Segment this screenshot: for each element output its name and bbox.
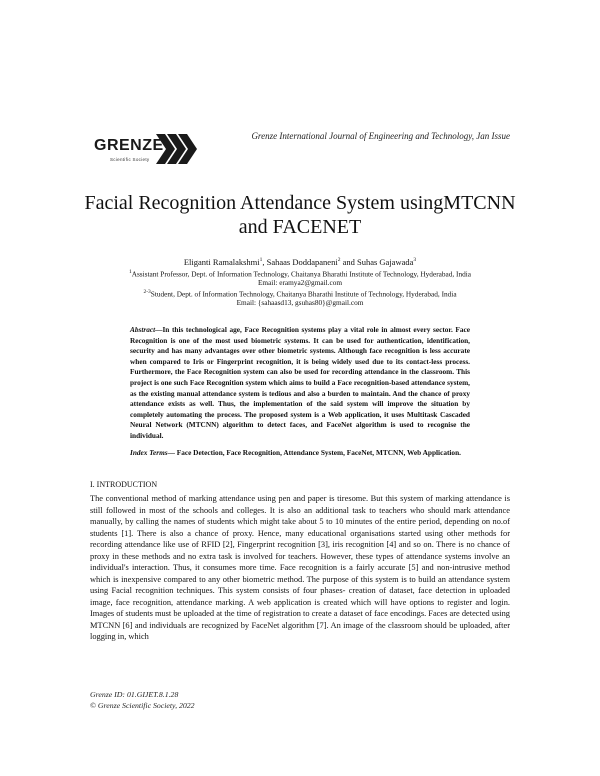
author-sup: 2 — [337, 257, 341, 264]
title-line-2: and FACENET — [238, 216, 362, 238]
abstract-label: Abstract — [130, 325, 156, 334]
affiliation-sup: 1 — [128, 269, 132, 275]
author-list — [60, 257, 540, 267]
journal-name: Grenze International Journal of Engineering and Technology, Jan Issue — [251, 131, 510, 141]
author-name: Suhas Gajawada — [356, 257, 414, 267]
index-terms-text: — Face Detection, Face Recognition, Attendance System, FaceNet, MTCNN, Web Application. — [167, 448, 461, 457]
author-sup: 3 — [413, 257, 417, 264]
grenze-logo — [94, 133, 204, 173]
affiliation-text: Assistant Professor, Dept. of Information Technology, Chaitanya Bharathi Institute of Technology, Hyderabad, India — [131, 269, 472, 279]
index-terms-label: Index Terms — [130, 448, 168, 457]
paper-title — [60, 191, 540, 239]
author-separator: , — [262, 257, 267, 267]
abstract — [130, 325, 470, 442]
author-sup: 1 — [259, 257, 263, 264]
title-line-1: Facial Recognition Attendance System usingMTCNN — [84, 192, 516, 214]
affiliation-email: Email: {sahaasd13, gsuhas80}@gmail.com — [236, 298, 364, 307]
affiliation-sup: 2-3 — [143, 289, 151, 295]
author-name: Sahaas Doddapaneni — [266, 257, 338, 267]
section-heading: I. INTRODUCTION — [90, 480, 158, 489]
author-name: Eliganti Ramalakshmi — [183, 257, 260, 267]
grenze-id: Grenze ID: 01.GIJET.8.1.28 — [90, 690, 179, 699]
affiliation-email: Email: eramya2@gmail.com — [257, 278, 343, 287]
author-separator: and — [340, 257, 357, 267]
index-terms — [130, 448, 470, 459]
abstract-text: —In this technological age, Face Recognition systems play a vital role in almost every sector. Face Recognition is one of the most used biometric systems. It can be used for authentication, identification, security and has many advantages over other biometric systems. Although face recognition is less accurate when compared to Iris or Fingerprint recognition, it is being widely used due to its contact-less process. Furthermore, the Face Recognition system can also be used for recording attendance in the classroom. This project is one such Face Recognition system which aims to build a Face recognition-based attendance system, as the existing manual attendance system is tedious and also a burden to maintain. And the chance of proxy attendance exists as well. Thus, the implementation of the said system will improve the situation by completely automating the process. The proposed system is a Web application, it uses Multitask Cascaded Neural Network (MTCNN) algorithm to detect faces, and FaceNet algorithm is used to recognise the individual. — [130, 325, 470, 440]
copyright: © Grenze Scientific Society, 2022 — [90, 700, 195, 710]
page-footer — [90, 690, 195, 711]
affiliation-text: Student, Dept. of Information Technology, Chaitanya Bharathi Institute of Technology, Hyderabad, India — [150, 289, 457, 299]
logo-subtext: Scientific Society — [110, 157, 150, 162]
logo-wordmark: GRENZE — [94, 137, 164, 154]
chevron-arrows-icon — [156, 134, 204, 164]
introduction-text: The conventional method of marking attendance using pen and paper is tiresome. But this system of marking attendance is still followed in most of the schools and colleges. It is also an additional task to teachers who should mark attendance manually, by calling the names of students which might take about 5 to 10 minutes of the entire period, depending on no.of students [1]. There is also a chance of proxy. Hence, many educational organisations started using other methods for recording attendance like use of RFID [2], Fingerprint recognition [3], iris recognition [4] and so on. There is no chance of proxy in these methods and no extra task is involved for teachers. However, these types of attendance systems involve an individual's interaction. Thus, it consumes more time. Face recognition is a fairly accurate [5] and non-intrusive method which is inexpensive compared to any other biometric method. The purpose of this system is to build an attendance system using Facial recognition techniques. This system consists of four phases- creation of dataset, face detection in uploaded image, face recognition, attendance marking. A web application is created which will have options to register and login. Images of students must be uploaded at the time of registration to create a dataset of face encodings. Faces are detected using MTCNN [6] and individuals are recognized by FaceNet algorithm [7]. An image of the classroom should be uploaded, after logging in, which — [90, 494, 510, 641]
